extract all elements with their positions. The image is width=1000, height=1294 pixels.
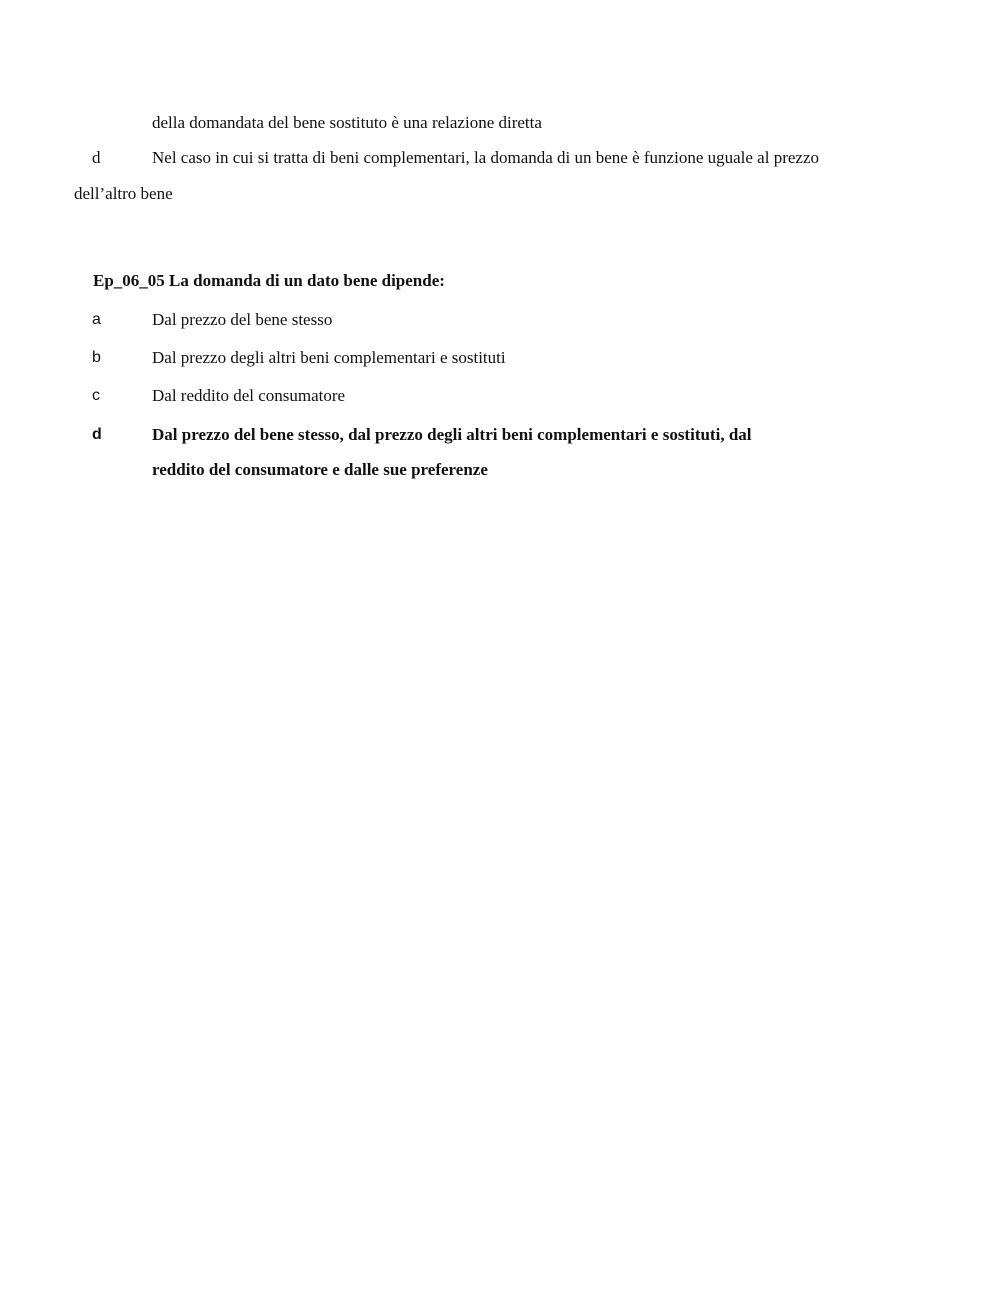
- prev-option-d-letter: d: [92, 148, 101, 167]
- prev-option-d-text-line1: Nel caso in cui si tratta di beni complementari, la domanda di un bene è funzione uguale al prezzo: [152, 148, 820, 167]
- option-d-letter: d: [92, 426, 102, 443]
- question-title: Ep_06_05 La domanda di un dato bene dipende:: [93, 271, 445, 290]
- prev-option-c-continuation: della domandata del bene sostituto è una relazione diretta: [152, 113, 542, 132]
- option-a-text: Dal prezzo del bene stesso: [152, 310, 333, 329]
- option-c-letter: c: [92, 387, 100, 404]
- option-b-text: Dal prezzo degli altri beni complementari e sostituti: [152, 348, 506, 367]
- option-a-letter: a: [92, 311, 101, 328]
- option-d-text-line1: Dal prezzo del bene stesso, dal prezzo degli altri beni complementari e sostituti, dal: [152, 425, 752, 444]
- option-d-text-line2: reddito del consumatore e dalle sue preferenze: [152, 460, 488, 479]
- option-b-letter: b: [92, 349, 101, 366]
- option-c-text: Dal reddito del consumatore: [152, 386, 346, 405]
- prev-option-d-text-line2: dell’altro bene: [74, 184, 173, 203]
